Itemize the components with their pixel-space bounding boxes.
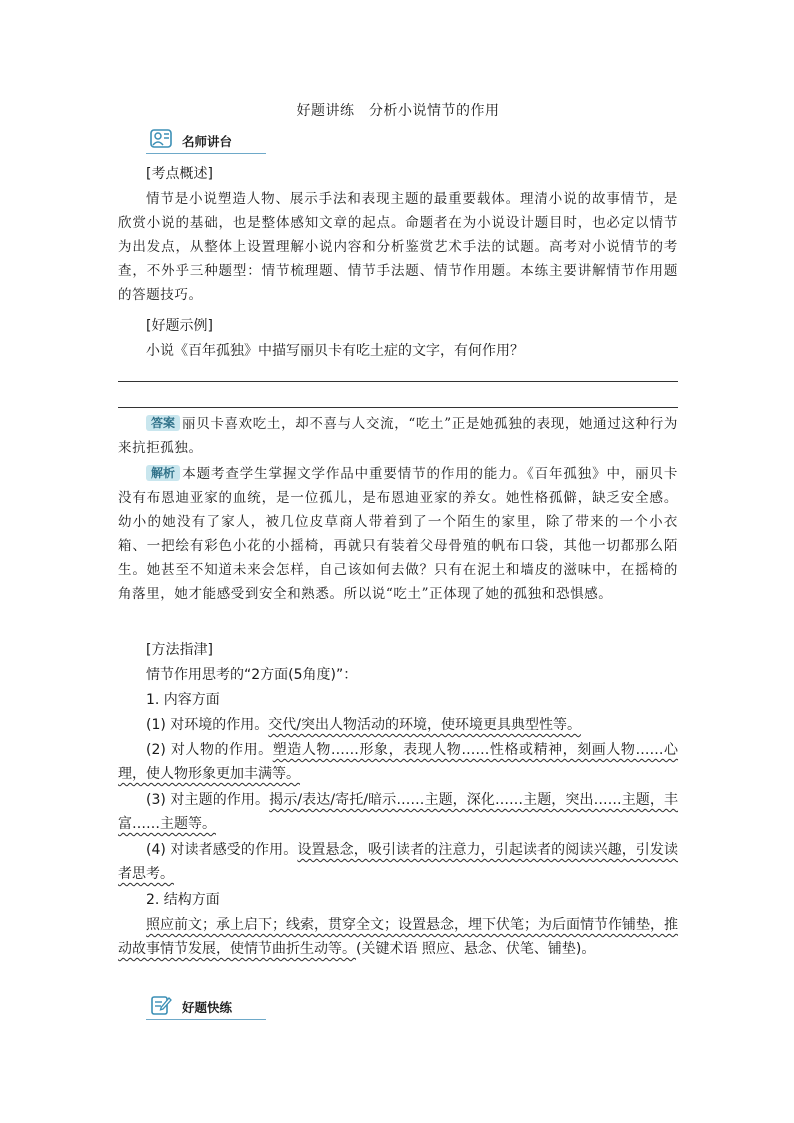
example-question: 小说《百年孤独》中描写丽贝卡有吃土症的文字，有何作用？ <box>146 343 524 359</box>
answer-text: 丽贝卡喜欢吃土，却不喜与人交流，“吃土”正是她孤独的表现，她通过这种行为来抗拒孤独。 <box>118 416 678 456</box>
section-rule <box>146 153 266 154</box>
teacher-icon <box>150 128 172 150</box>
answer-blank-line <box>118 381 678 382</box>
section-rule <box>146 1019 266 1020</box>
analysis-tag: 解析 <box>146 465 180 481</box>
section-label: 好题快练 <box>182 1000 233 1015</box>
analysis-block <box>118 462 678 606</box>
method-structure <box>118 913 678 961</box>
item-label: (2) 对人物的作用。 <box>146 742 273 758</box>
method-part1: 1. 内容方面 <box>146 692 220 708</box>
structure-text: 照应前文；承上启下；线索，贯穿全文；设置悬念，埋下伏笔；为后面情节作铺垫，推动故事情节发展，使情节曲折生动等。 <box>118 917 678 957</box>
item-text: 塑造人物……形象，表现人物……性格或精神，刻画人物……心理，使人物形象更加丰满等。 <box>118 742 679 782</box>
section-header-practice <box>146 994 256 1020</box>
method-item-2 <box>118 738 678 786</box>
item-label: (4) 对读者感受的作用。 <box>146 842 298 858</box>
method-item-3 <box>118 788 678 836</box>
page-title: 好题讲练 分析小说情节的作用 <box>296 103 500 119</box>
example-heading: [好题示例] <box>146 318 213 334</box>
item-text: 揭示/表达/寄托/暗示……主题，深化……主题，突出……主题，丰富……主题等。 <box>118 792 679 832</box>
pen-note-icon <box>150 994 172 1016</box>
item-text: 交代/突出人物活动的环境，使环境更具典型性等。 <box>268 717 581 733</box>
method-item-1 <box>118 713 678 737</box>
method-part2: 2. 结构方面 <box>146 892 220 908</box>
section-label: 名师讲台 <box>182 134 233 149</box>
answer-block <box>118 412 678 460</box>
answer-blank-line <box>118 407 678 408</box>
answer-tag: 答案 <box>146 415 180 431</box>
analysis-text: 本题考查学生掌握文学作品中重要情节的作用的能力。《百年孤独》中，丽贝卡没有布恩迪亚家的血统，是一位孤儿，是布恩迪亚家的养女。她性格孤僻，缺乏安全感。幼小的她没有了家人，被几位皮草商人带着到了一个陌生的家里，除了带来的一个小衣箱、一把绘有彩色小花的小摇椅，再就只有装着父母骨殖的帆布口袋，其他一切都那么陌生。她甚至不知道未来会怎样，自己该如何去做？只有在泥土和墙皮的滋味中，在摇椅的角落里，她才能感受到安全和熟悉。所以说“吃土”正体现了她的孤独和恐惧感。 <box>118 466 678 602</box>
overview-text: 情节是小说塑造人物、展示手法和表现主题的最重要载体。理清小说的故事情节，是欣赏小说的基础，也是整体感知文章的起点。命题者在为小说设计题目时，也必定以情节为出发点，从整体上设置理解小说内容和分析鉴赏艺术手法的试题。高考对小说情节的考查，不外乎三种题型：情节梳理题、情节手法题、情节作用题。本练主要讲解情节作用题的答题技巧。 <box>118 191 678 303</box>
structure-note: (关键术语 照应、悬念、伏笔、铺垫)。 <box>356 941 596 957</box>
item-label: (1) 对环境的作用。 <box>146 717 269 733</box>
item-text: 设置悬念，吸引读者的注意力，引起读者的阅读兴趣，引发读者思考。 <box>118 842 679 882</box>
method-item-4 <box>118 838 678 886</box>
method-heading: [方法指津] <box>146 642 213 658</box>
item-label: (3) 对主题的作用。 <box>146 792 270 808</box>
method-intro: 情节作用思考的“2方面(5角度)”： <box>146 667 358 683</box>
overview-heading: [考点概述] <box>146 166 213 182</box>
section-header-teacher <box>146 128 256 154</box>
